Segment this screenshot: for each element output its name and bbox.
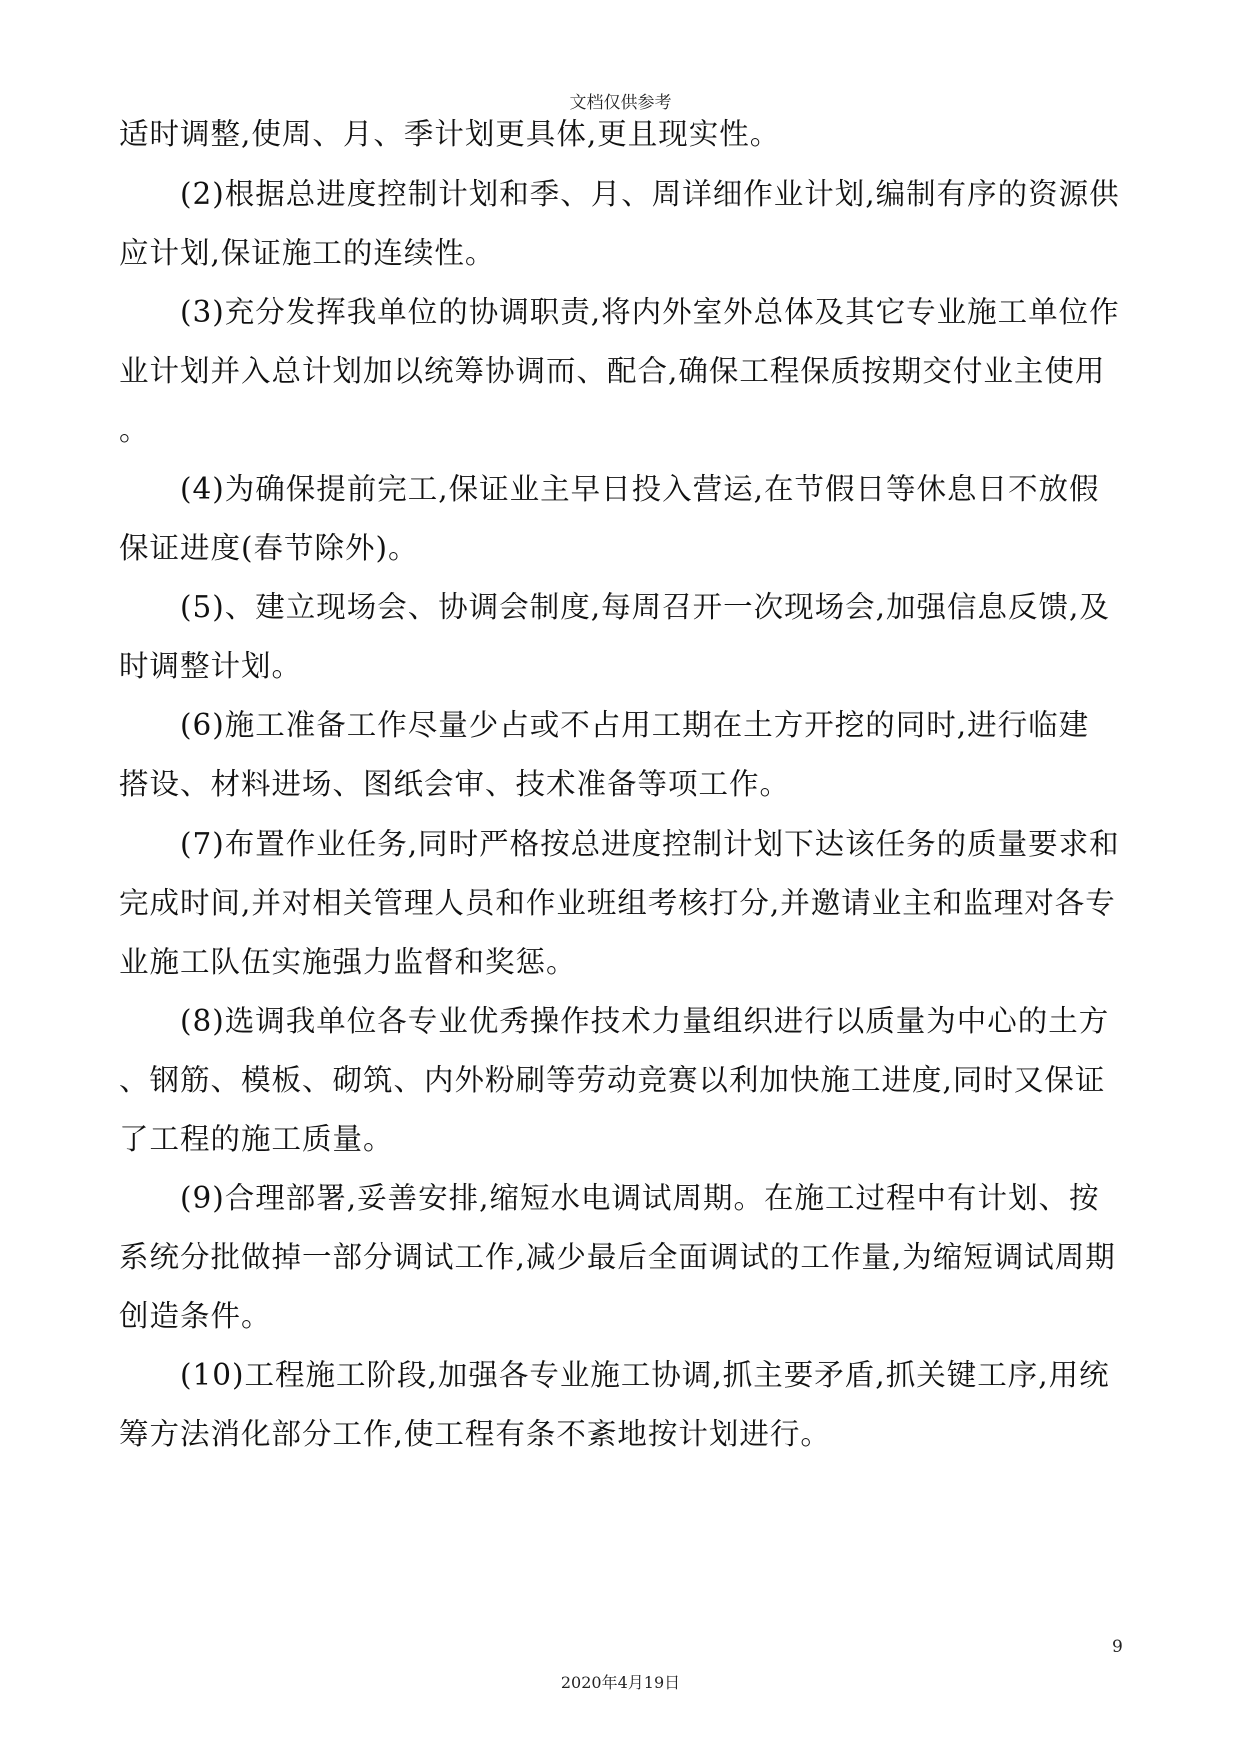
body-line: (9)合理部署,妥善安排,缩短水电调试周期。在施工过程中有计划、按 bbox=[180, 1181, 1100, 1215]
body-line: 业计划并入总计划加以统筹协调而、配合,确保工程保质按期交付业主使用 bbox=[119, 354, 1106, 388]
page-number: 9 bbox=[1112, 1637, 1123, 1657]
body-line: (6)施工准备工作尽量少占或不占用工期在土方开挖的同时,进行临建 bbox=[180, 708, 1090, 742]
body-line: 搭设、材料进场、图纸会审、技术准备等项工作。 bbox=[119, 767, 791, 801]
body-line: 系统分批做掉一部分调试工作,减少最后全面调试的工作量,为缩短调试周期 bbox=[119, 1240, 1116, 1274]
page-header: 文档仅供参考 bbox=[569, 93, 672, 113]
body-line: 保证进度(春节除外)。 bbox=[119, 531, 419, 565]
body-line: (10)工程施工阶段,加强各专业施工协调,抓主要矛盾,抓关键工序,用统 bbox=[180, 1358, 1110, 1392]
body-line: 、钢筋、模板、砌筑、内外粉刷等劳动竞赛以利加快施工进度,同时又保证 bbox=[119, 1063, 1106, 1097]
body-line: 。 bbox=[119, 413, 150, 447]
body-line: 创造条件。 bbox=[119, 1299, 272, 1333]
body-line: 了工程的施工质量。 bbox=[119, 1122, 394, 1156]
body-line: (5)、建立现场会、协调会制度,每周召开一次现场会,加强信息反馈,及 bbox=[180, 590, 1110, 624]
body-line: 应计划,保证施工的连续性。 bbox=[119, 236, 496, 270]
body-line: 时调整计划。 bbox=[119, 649, 303, 683]
body-line: 适时调整,使周、月、季计划更具体,更且现实性。 bbox=[119, 117, 781, 151]
body-line: (8)选调我单位各专业优秀操作技术力量组织进行以质量为中心的土方 bbox=[180, 1004, 1110, 1038]
body-line: 完成时间,并对相关管理人员和作业班组考核打分,并邀请业主和监理对各专 bbox=[119, 886, 1116, 920]
body-line: 业施工队伍实施强力监督和奖惩。 bbox=[119, 945, 577, 979]
body-line: (4)为确保提前完工,保证业主早日投入营运,在节假日等休息日不放假 bbox=[180, 472, 1100, 506]
body-line: (7)布置作业任务,同时严格按总进度控制计划下达该任务的质量要求和 bbox=[180, 827, 1120, 861]
footer-date: 2020年4月19日 bbox=[560, 1673, 681, 1692]
body-line: (2)根据总进度控制计划和季、月、周详细作业计划,编制有序的资源供 bbox=[180, 177, 1120, 211]
body-line: (3)充分发挥我单位的协调职责,将内外室外总体及其它专业施工单位作 bbox=[180, 295, 1120, 329]
body-line: 筹方法消化部分工作,使工程有条不紊地按计划进行。 bbox=[119, 1417, 831, 1451]
